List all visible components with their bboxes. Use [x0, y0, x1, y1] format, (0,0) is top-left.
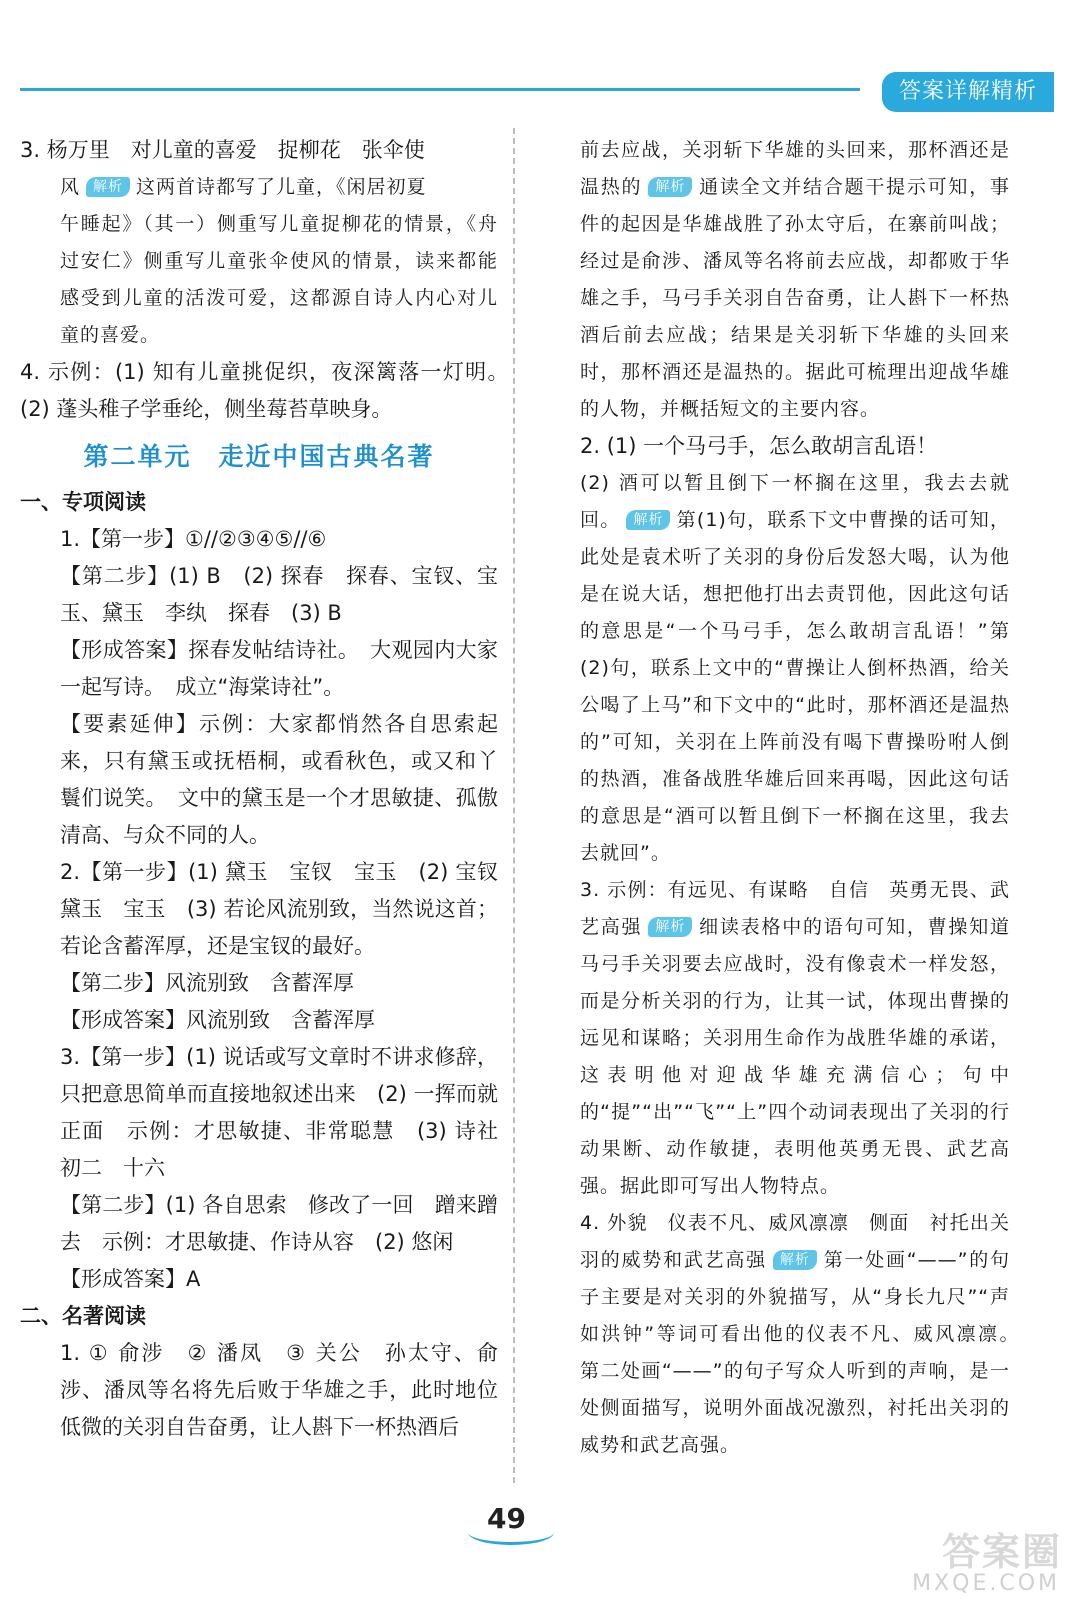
q3-analysis: 午睡起》（其一）侧重写儿童捉柳花的情景，《舟过安仁》侧重写儿童张伞使风的情景，读来都能感受到儿童的活泼可爱，这都源自诗人内心对儿童的喜爱。 — [60, 213, 498, 346]
s3-answer: 【形成答案】A — [60, 1267, 201, 1291]
r2-q1: 2. (1) 一个马弓手，怎么敢胡言乱语！ — [580, 434, 938, 458]
s1-step1: 1.【第一步】①//②③④⑤//⑥ — [60, 527, 327, 551]
analysis-tag: 解析 — [626, 510, 670, 530]
header-rule — [20, 88, 860, 91]
watermark-url: MXQE.COM — [912, 1571, 1060, 1596]
s1-answer: 【形成答案】探春发帖结诗社。 大观园内大家一起写诗。 成立“海棠诗社”。 — [60, 638, 498, 699]
s1-extend: 【要素延伸】示例：大家都悄然各自思索起来，只有黛玉或抚梧桐，或看秋色，或又和丫鬟们说笑。 文中的黛玉是一个才思敏捷、孤傲清高、与众不同的人。 — [60, 712, 498, 847]
r1-block: 前去应战，关羽斩下华雄的头回来，那杯酒还是温热的 解析 通读全文并结合题干提示可知，事件的起因是华雄战胜了孙太守后，在寨前叫战；经过是俞涉、潘凤等名将前去应战，却都败于华雄之手，马弓手关羽自告奋勇，让人斟下一杯热酒后前去应战；结果是关羽斩下华雄的头回来时，那杯酒还是温热的。据此可梳理出迎战华雄的人物，并概括短文的主要内容。 — [580, 139, 1010, 420]
analysis-tag: 解析 — [773, 1250, 817, 1270]
q3-analysis-line: 风 解析 这两首诗都写了儿童，《闲居初夏 — [60, 176, 427, 198]
s3-step1: 3.【第一步】(1) 说话或写文章时不讲求修辞，只把意思简单而直接地叙述出来 (2) 一挥而就 正面 示例：才思敏捷、非常聪慧 (3) 诗社 初二 十六 — [60, 1045, 519, 1180]
q4-answer: 4. 示例：(1) 知有儿童挑促织，夜深篱落一灯明。 (2) 蓬头稚子学垂纶，侧坐莓苔草映身。 — [20, 360, 519, 421]
section-title-1: 一、专项阅读 — [20, 490, 146, 514]
s3-step2: 【第二步】(1) 各自思索 修改了一回 蹭来蹭去 示例：才思敏捷、作诗从容 (2) 悠闲 — [60, 1193, 498, 1254]
s1-step2: 【第二步】(1) B (2) 探春 探春、宝钗、宝玉、黛玉 李纨 探春 (3) B — [60, 564, 498, 625]
s2-step1: 2.【第一步】(1) 黛玉 宝钗 宝玉 (2) 宝钗 黛玉 宝玉 (3) 若论风流别致，当然说这首；若论含蓄浑厚，还是宝钗的最好。 — [60, 860, 519, 958]
header-tab: 答案详解精析 — [882, 72, 1054, 112]
column-divider — [513, 128, 515, 1483]
analysis-tag: 解析 — [86, 177, 130, 197]
section-title-2: 二、名著阅读 — [20, 1304, 146, 1328]
m1-answer: 1. ① 俞涉 ② 潘凤 ③ 关公 孙太守、俞涉、潘凤等名将先后败于华雄之手，此时地位低微的关羽自告奋勇，让人斟下一杯热酒后 — [60, 1341, 498, 1439]
left-column — [20, 132, 519, 1446]
page-number-swoosh — [468, 1520, 554, 1545]
unit-title: 第二单元 走近中国古典名著 — [83, 442, 435, 471]
analysis-tag: 解析 — [648, 917, 692, 937]
r2-block: (2) 酒可以暂且倒下一杯搁在这里，我去去就回。 解析 第(1)句，联系下文中曹操的话可知，此处是袁术听了关羽的身份后发怒大喝，认为他是在说大话，想把他打出去责罚他，因此这句话的意思是“一个马弓手，怎么敢胡言乱语！”第(2)句，联系上文中的“曹操让人倒杯热酒，给关公喝了上马”和下文中的“此时，那杯酒还是温热的”可知，关羽在上阵前没有喝下曹操吩咐人倒的热酒，准备战胜华雄后回来再喝，因此这句话的意思是“酒可以暂且倒下一杯搁在这里，我去去就回”。 — [580, 472, 1010, 864]
watermark-logo: 答案圈 — [941, 1530, 1062, 1574]
q3-head: 3. 杨万里 对儿童的喜爱 捉柳花 张伞使 — [20, 138, 425, 162]
right-column — [580, 132, 1031, 1464]
r3-block: 3. 示例：有远见、有谋略 自信 英勇无畏、武艺高强 解析 细读表格中的语句可知，曹操知道马弓手关羽要去应战时，没有像袁术一样发怒，而是分析关羽的行为，让其一试，体现出曹操的远见和谋略；关羽用生命作为战胜华雄的承诺，这表明他对迎战华雄充满信心；句中的“提”“出”“飞”“上”四个动词表现出了关羽的行动果断、动作敏捷，表明他英勇无畏、武艺高强。据此即可写出人物特点。 — [580, 879, 1010, 1197]
page-number: 49 — [487, 1502, 526, 1535]
s2-answer: 【形成答案】风流别致 含蓄浑厚 — [60, 1008, 375, 1032]
r4-block: 4. 外貌 仪表不凡、威风凛凛 侧面 衬托出关羽的威势和武艺高强 解析 第一处画“——”的句子主要是对关羽的外貌描写，从“身长九尺”“声如洪钟”等词可看出他的仪表不凡、威风凛凛。 第二处画“——”的句子写众人听到的声响，是一处侧面描写，说明外面战况激烈，衬托出关羽的威势和武艺高强。 — [580, 1212, 1031, 1456]
s2-step2: 【第二步】风流别致 含蓄浑厚 — [60, 971, 354, 995]
analysis-tag: 解析 — [648, 177, 692, 197]
